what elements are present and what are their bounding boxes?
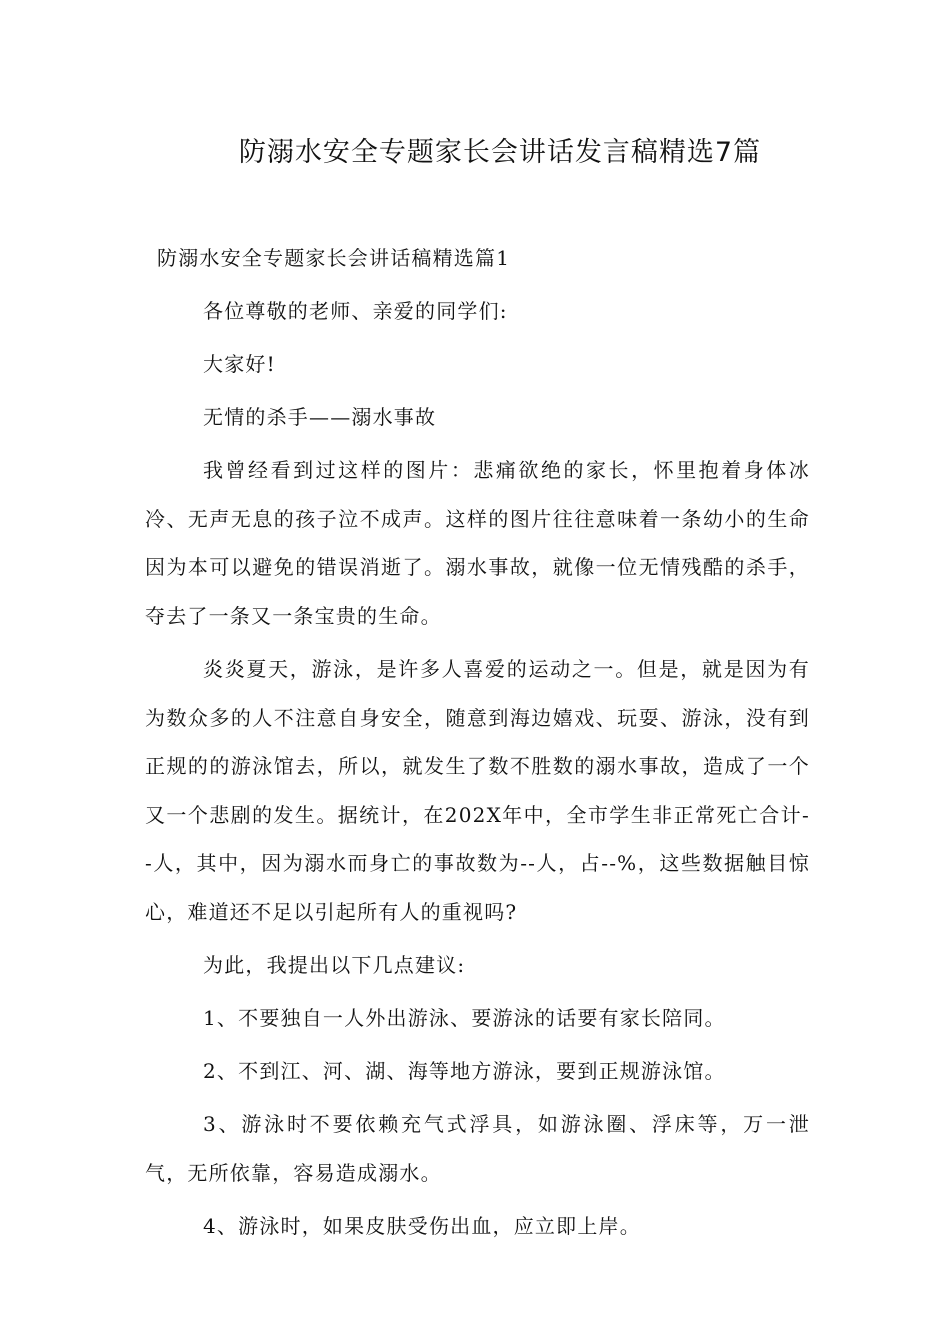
section-title: 防溺水安全专题家长会讲话稿精选篇1 [157,246,511,270]
suggestion-1: 1、不要独自一人外出游泳、要游泳的话要有家长陪同。 [203,1006,726,1030]
greeting: 各位尊敬的老师、亲爱的同学们: [203,299,508,323]
suggestion-4: 4、游泳时，如果皮肤受伤出血，应立即上岸。 [203,1214,641,1238]
document-body [145,234,810,1255]
paragraph-summer: 炎炎夏天，游泳，是许多人喜爱的运动之一。但是，就是因为有为数众多的人不注意自身安全，随意到海边嬉戏、玩耍、游泳，没有到正规的的游泳馆去，所以，就发生了数不胜数的溺水事故，造成了一个又一个悲剧的发生。据统计，在202X年中，全市学生非正常死亡合计--人，其中，因为溺水而身亡的事故数为--人，占--%，这些数据触目惊心，难道还不足以引起所有人的重视吗? [145,657,810,924]
heading-killer: 无情的杀手——溺水事故 [203,405,437,429]
suggestion-2: 2、不到江、河、湖、海等地方游泳，要到正规游泳馆。 [203,1059,726,1083]
suggestion-3: 3、游泳时不要依赖充气式浮具，如游泳圈、浮床等，万一泄气，无所依靠，容易造成溺水。 [145,1112,810,1185]
paragraph-images: 我曾经看到过这样的图片：悲痛欲绝的家长，怀里抱着身体冰冷、无声无息的孩子泣不成声。这样的图片往往意味着一条幼小的生命因为本可以避免的错误消逝了。溺水事故，就像一位无情残酷的杀手，夺去了一条又一条宝贵的生命。 [145,458,810,628]
salutation: 大家好! [203,352,276,376]
document-title: 防溺水安全专题家长会讲话发言稿精选7篇 [238,137,762,168]
paragraph-suggestions-intro: 为此，我提出以下几点建议: [203,953,466,977]
